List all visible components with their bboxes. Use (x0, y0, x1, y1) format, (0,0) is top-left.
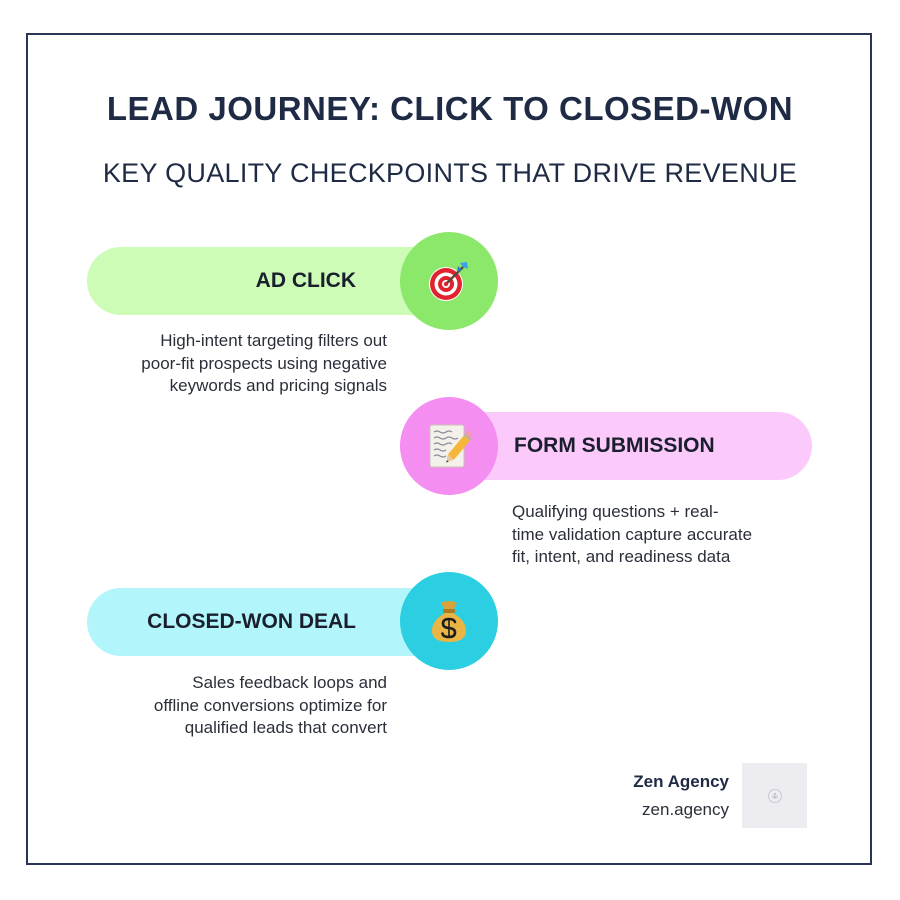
step-ad-click-label: AD CLICK (255, 269, 356, 292)
step-form-submission-circle (400, 397, 498, 495)
step-form-submission-description: Qualifying questions + real- time validation capture accurate fit, intent, and readiness data (512, 502, 753, 566)
step-closed-won-label: CLOSED-WON DEAL (147, 610, 356, 633)
step-form-submission-label: FORM SUBMISSION (514, 434, 715, 457)
step-closed-won-circle (400, 572, 498, 670)
step-ad-click-description: High-intent targeting filters out poor-fit prospects using negative keywords and pricing signals (141, 331, 387, 395)
brand-logo (742, 763, 807, 828)
target-dart-icon (427, 259, 471, 303)
step-ad-click-circle (400, 232, 498, 330)
lotus-icon (767, 787, 783, 805)
step-closed-won-description: Sales feedback loops and offline conversions optimize for qualified leads that convert (153, 673, 387, 737)
money-bag-icon (428, 599, 470, 643)
brand-url: zen.agency (642, 800, 729, 819)
brand-name: Zen Agency (633, 772, 729, 791)
page-subtitle: KEY QUALITY CHECKPOINTS THAT DRIVE REVENUE (102, 158, 798, 188)
page-title: LEAD JOURNEY: CLICK TO CLOSED-WON (106, 90, 794, 127)
memo-pencil-icon (426, 423, 472, 469)
